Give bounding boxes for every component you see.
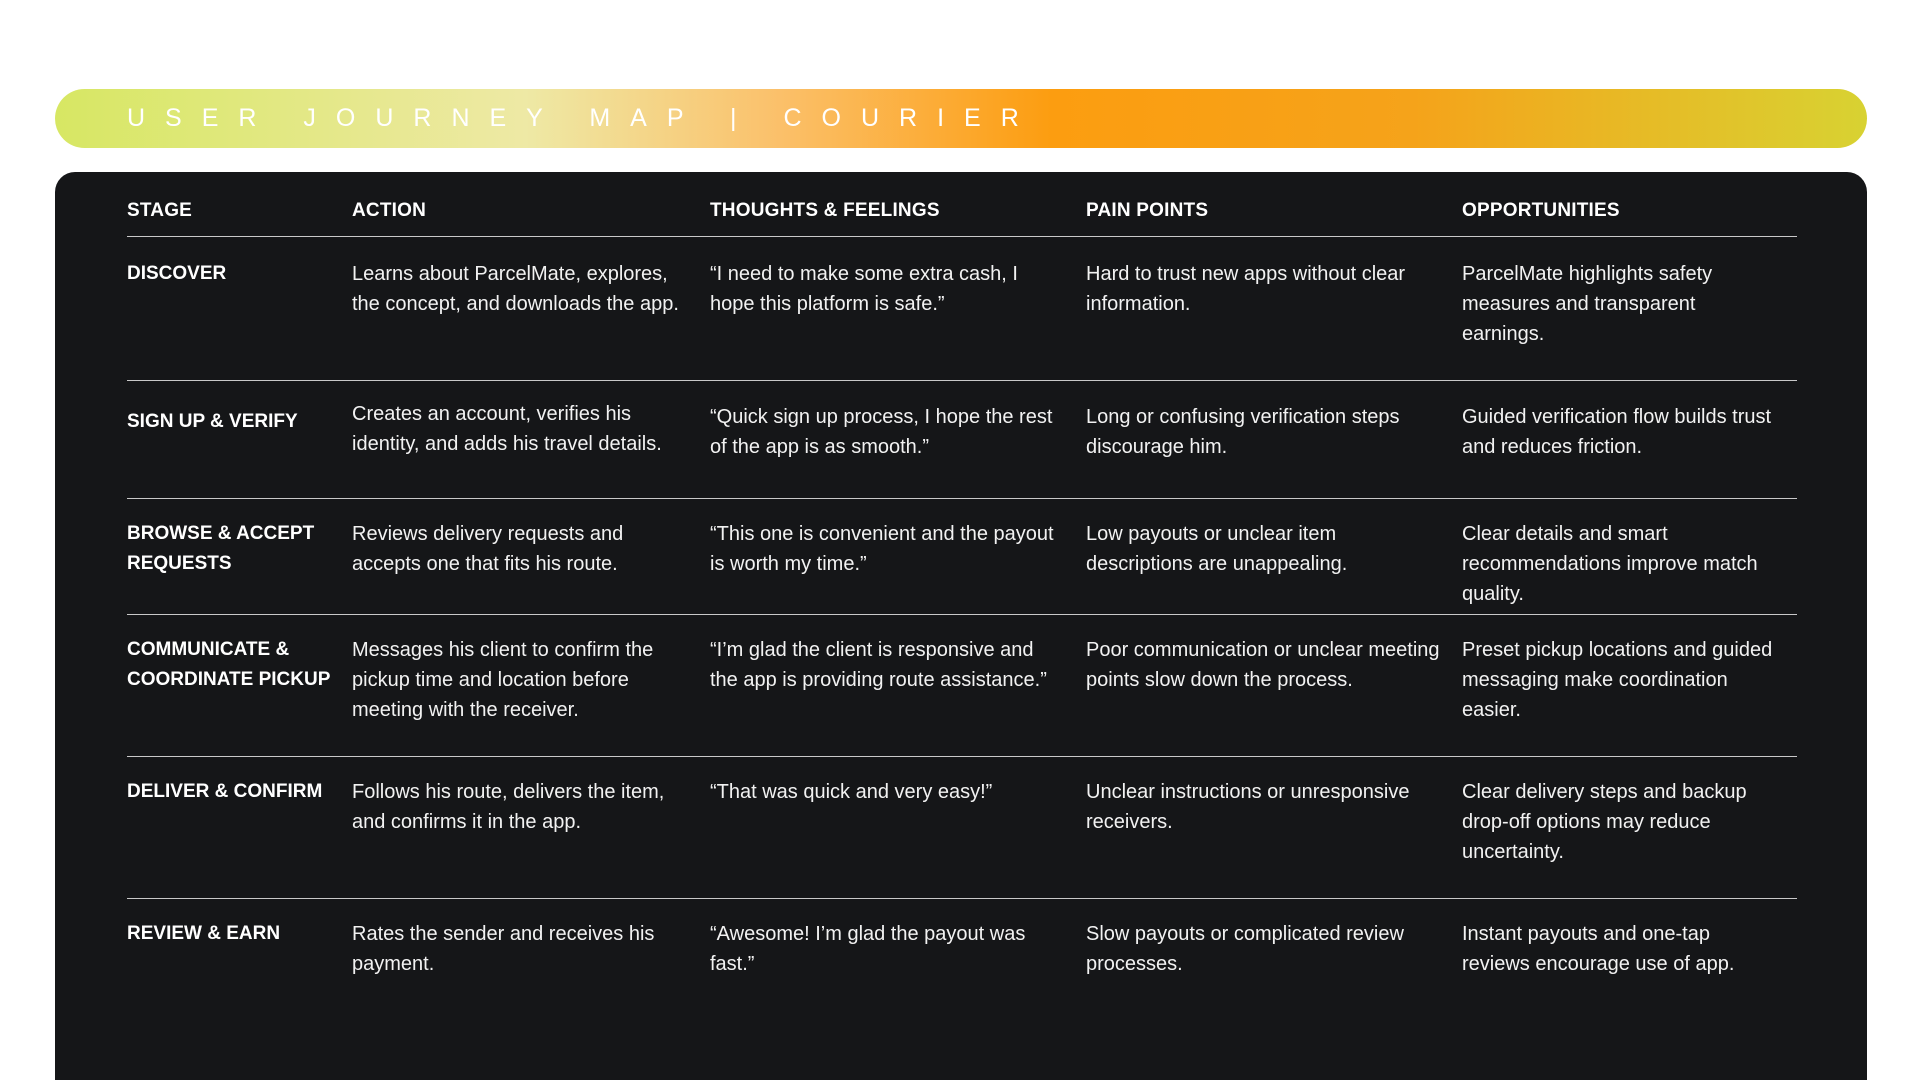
opportunities-cell: Clear delivery steps and backup drop-off options may reduce uncertainty.	[1462, 756, 1797, 898]
stage-cell: DELIVER & CONFIRM	[127, 756, 352, 898]
action-cell: Messages his client to confirm the pickup time and location before meeting with the receiver.	[352, 614, 710, 756]
thoughts-cell: “I need to make some extra cash, I hope this platform is safe.”	[710, 236, 1086, 380]
pain-cell: Slow payouts or complicated review processes.	[1086, 922, 1404, 975]
opportunities-cell: Clear details and smart recommendations improve match quality.	[1462, 498, 1797, 614]
pain-cell: Unclear instructions or unresponsive receivers.	[1086, 756, 1462, 898]
opportunities-cell: Guided verification flow builds trust and reduces friction.	[1462, 380, 1797, 498]
action-cell: Creates an account, verifies his identity, and adds his travel details.	[352, 380, 710, 498]
header-stage: STAGE	[127, 172, 352, 236]
header-pain-points: PAIN POINTS	[1086, 172, 1462, 236]
opportunities-cell: Instant payouts and one-tap reviews encourage use of app.	[1462, 922, 1735, 975]
thoughts-cell: “Awesome! I’m glad the payout was fast.”	[710, 922, 1026, 975]
table-row	[127, 756, 1797, 898]
header-action: ACTION	[352, 172, 710, 236]
table-row	[127, 614, 1797, 756]
stage-cell: BROWSE & ACCEPT REQUESTS	[127, 498, 352, 614]
opportunities-cell: ParcelMate highlights safety measures and transparent earnings.	[1462, 236, 1797, 380]
action-cell: Learns about ParcelMate, explores, the concept, and downloads the app.	[352, 236, 710, 380]
journey-table	[127, 172, 1797, 1048]
header-opportunities: OPPORTUNITIES	[1462, 172, 1797, 236]
table-row	[127, 380, 1797, 498]
stage-cell: SIGN UP & VERIFY	[127, 380, 352, 498]
action-cell: Follows his route, delivers the item, and confirms it in the app.	[352, 756, 710, 898]
thoughts-cell: “I’m glad the client is responsive and the app is providing route assistance.”	[710, 614, 1086, 756]
table-row	[127, 498, 1797, 614]
table-row	[127, 898, 1797, 1048]
journey-table-panel	[55, 172, 1867, 1080]
title-banner	[55, 89, 1867, 148]
stage-cell: DISCOVER	[127, 236, 352, 380]
pain-cell: Long or confusing verification steps discourage him.	[1086, 380, 1462, 498]
pain-cell: Hard to trust new apps without clear information.	[1086, 236, 1462, 380]
page-title: USER JOURNEY MAP | COURIER	[127, 104, 1039, 132]
table-row	[127, 236, 1797, 380]
action-cell: Reviews delivery requests and accepts one that fits his route.	[352, 498, 710, 614]
thoughts-cell: “That was quick and very easy!”	[710, 756, 1086, 898]
opportunities-cell: Preset pickup locations and guided messaging make coordination easier.	[1462, 614, 1797, 756]
pain-cell: Poor communication or unclear meeting points slow down the process.	[1086, 614, 1462, 756]
header-thoughts: THOUGHTS & FEELINGS	[710, 172, 1086, 236]
action-cell: Rates the sender and receives his payment.	[352, 922, 655, 975]
pain-cell: Low payouts or unclear item descriptions are unappealing.	[1086, 498, 1462, 614]
thoughts-cell: “Quick sign up process, I hope the rest of the app is as smooth.”	[710, 380, 1086, 498]
stage-cell: REVIEW & EARN	[127, 922, 281, 944]
thoughts-cell: “This one is convenient and the payout is worth my time.”	[710, 498, 1086, 614]
table-header-row	[127, 172, 1797, 236]
stage-cell: COMMUNICATE & COORDINATE PICKUP	[127, 614, 352, 756]
